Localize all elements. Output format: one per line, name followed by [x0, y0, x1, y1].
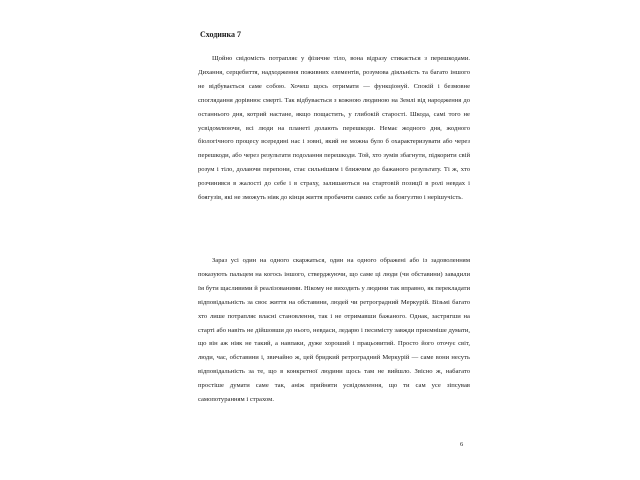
paragraph-2: Зараз усі один на одного скаржаться, один на одного ображені або із задоволенням показують пальцем на когось іншого, стверджуючи, що саме ці люди (чи обставини) завадили їм бути щасливими й реалізованими. Нікому не виходить у людини так вправно, як перекладати відповідальність за своє життя на обставини, людей чи ретроградний Меркурій. Візьмі багато хто лише потрапляє власні становлення, так і не отримавши бажаного. Однак, застрягши на старті або навіть не дійшовши до нього, невдаси, ледарю і песимісту завжди приємніше думати, що він аж ніяк не такий, а навпаки, дуже хороший і працьовитий. Просто його оточує світ, люди, час, обставини і, звичайно ж, цей бридкий ретроградний Меркурій — саме вони несуть відповідальність за те, що в конкретної людини щось там не вийшло. Звісно ж, набагато простіше думати саме так, аніж прийняти усвідомлення, що ти сам усе зіпсував самопотуранням і страхом. — [198, 257, 470, 404]
paragraph-1: Щойно свідомість потрапляє у фізичне тіло, вона відразу стикається з перешкодами. Дихання, серцебиття, надходження поживних елементів, розумова діяльність та багато іншого не відбувається саме собою. Хочеш щось отримати — функціонуй. Спокій і безмовне споглядання дорівнює смерті. Так відбувається з кожною людиною на Землі від народження до останнього дня, котрий настане, якщо пощастить, у глибокій старості. Шкода, самі того не усвідомлюючи, всі люди на планеті долають перешкоди. Немає жодного дня, жодного біологічного процесу всередині нас і зовні, який не можна було б охарактеризувати або через перешкоди, або через результати подолання перешкоди. Той, хто зумів збагнути, підкорити свій розум і тіло, долаючи перепони, стає сильнішим і ближчим до бажаного результату. Ті ж, хто розчинився в жалості до себе і в страху, залишаються на стартовій позиції в ролі невдах і боягузів, які не зможуть ніяк до кінця життя пробачити самих себе за боягузтво і нерішучість. — [198, 55, 470, 202]
page-number: 6 — [460, 441, 464, 448]
section-heading: Сходинка 7 — [200, 30, 241, 39]
